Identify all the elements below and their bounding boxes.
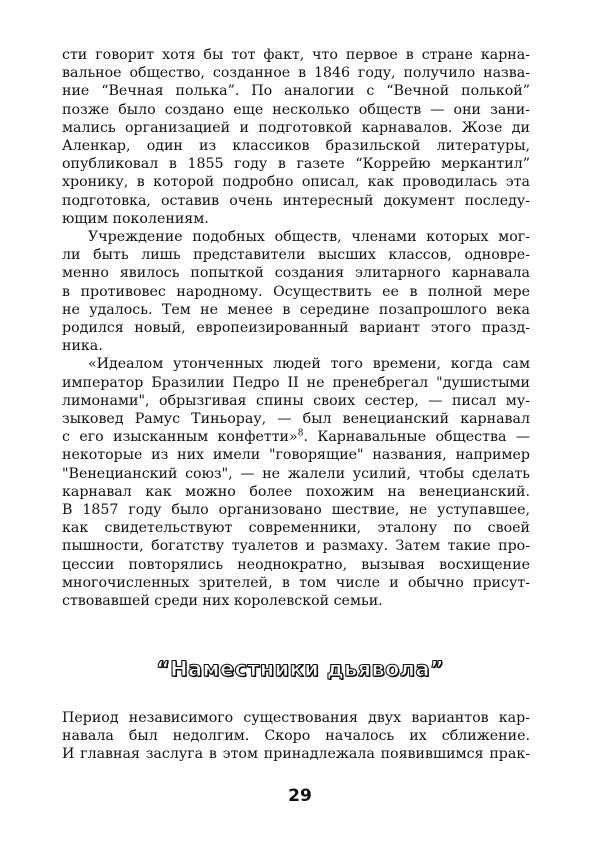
text-line: мались организацией и подготовкой карнавалов. Жозе ди bbox=[62, 119, 530, 136]
text-line: не удалось. Тем не менее в середине позапрошлого века bbox=[62, 301, 530, 318]
text-line: как свидетельствуют современники, эталону по своей bbox=[62, 520, 530, 537]
text-line: ника. bbox=[62, 338, 103, 355]
footnote-reference: 8 bbox=[297, 428, 304, 439]
text-line: император Бразилии Педро II не пренебрегал "душистыми bbox=[62, 374, 530, 391]
text-line: позже было создано еще несколько обществ — они зани- bbox=[62, 101, 530, 118]
section-heading: “Наместники дьявола” bbox=[156, 657, 444, 681]
text-line: Учреждение подобных обществ, членами которых мог- bbox=[88, 229, 530, 246]
text-line: В 1857 году было организовано шествие, не уступавшее, bbox=[62, 502, 530, 519]
text-line: Период независимого существования двух вариантов кар- bbox=[62, 710, 530, 726]
text-line: вальное общество, созданное в 1846 году, получило назва- bbox=[62, 65, 530, 82]
text-block-top bbox=[62, 46, 530, 610]
text-line: ли быть лишь представители высших классов, одновре- bbox=[62, 247, 530, 264]
text-line: подготовка, оставив очень интересный документ последу- bbox=[62, 192, 530, 209]
text-line: некоторые из них имели "говорящие" названия, например bbox=[62, 447, 530, 464]
text-line-with-footnote bbox=[62, 428, 530, 446]
text-line: лимонами", обрызгивая спины своих сестер, — писал му- bbox=[62, 392, 530, 409]
text-line: И главная заслуга в этом принадлежала появившимся прак- bbox=[62, 746, 530, 763]
text-line: Аленкар, один из классиков бразильской литературы, bbox=[62, 138, 530, 155]
text-fragment: . Карнавальные общества — bbox=[303, 429, 530, 446]
text-line: "Венецианский союз", — не жалели усилий, чтобы сделать bbox=[62, 465, 530, 482]
text-line: ющим поколениям. bbox=[62, 210, 209, 227]
text-line: многочисленных зрителей, в том числе и обычно присут- bbox=[62, 574, 530, 591]
text-line: ствовавшей среди них королевской семьи. bbox=[62, 593, 383, 610]
text-line: в противовес народному. Осуществить ее в полной мере bbox=[62, 283, 530, 300]
text-line: хронику, в которой подробно описал, как проводилась эта bbox=[62, 174, 530, 191]
text-line: пышности, богатству туалетов и размаху. Затем такие про- bbox=[62, 538, 530, 555]
text-line: зыковед Рамус Тиньорау, — был венецианский карнавал bbox=[62, 411, 530, 428]
text-line: «Идеалом утонченных людей того времени, когда сам bbox=[88, 356, 530, 373]
text-line: родился новый, европеизированный вариант этого празд- bbox=[62, 320, 530, 337]
text-line: опубликовал в 1855 году в газете “Коррейю меркантил” bbox=[62, 156, 530, 173]
text-fragment: с его изысканным конфетти» bbox=[62, 429, 298, 446]
text-line: сти говорит хотя бы тот факт, что первое в стране карна- bbox=[62, 47, 530, 63]
text-line: навала был недолгим. Скоро началось их сближение. bbox=[62, 728, 530, 745]
text-line: цессии повторялись неоднократно, вызывая восхищение bbox=[62, 556, 530, 573]
text-block-bottom bbox=[62, 709, 530, 764]
text-line: менно явилось попыткой создания элитарного карнавала bbox=[62, 265, 530, 282]
text-line: карнавал как можно более похожим на венецианский. bbox=[62, 483, 530, 500]
text-line: ние “Вечная полька”. По аналогии с “Вечной полькой” bbox=[62, 83, 530, 100]
page-number: 29 bbox=[288, 786, 312, 806]
